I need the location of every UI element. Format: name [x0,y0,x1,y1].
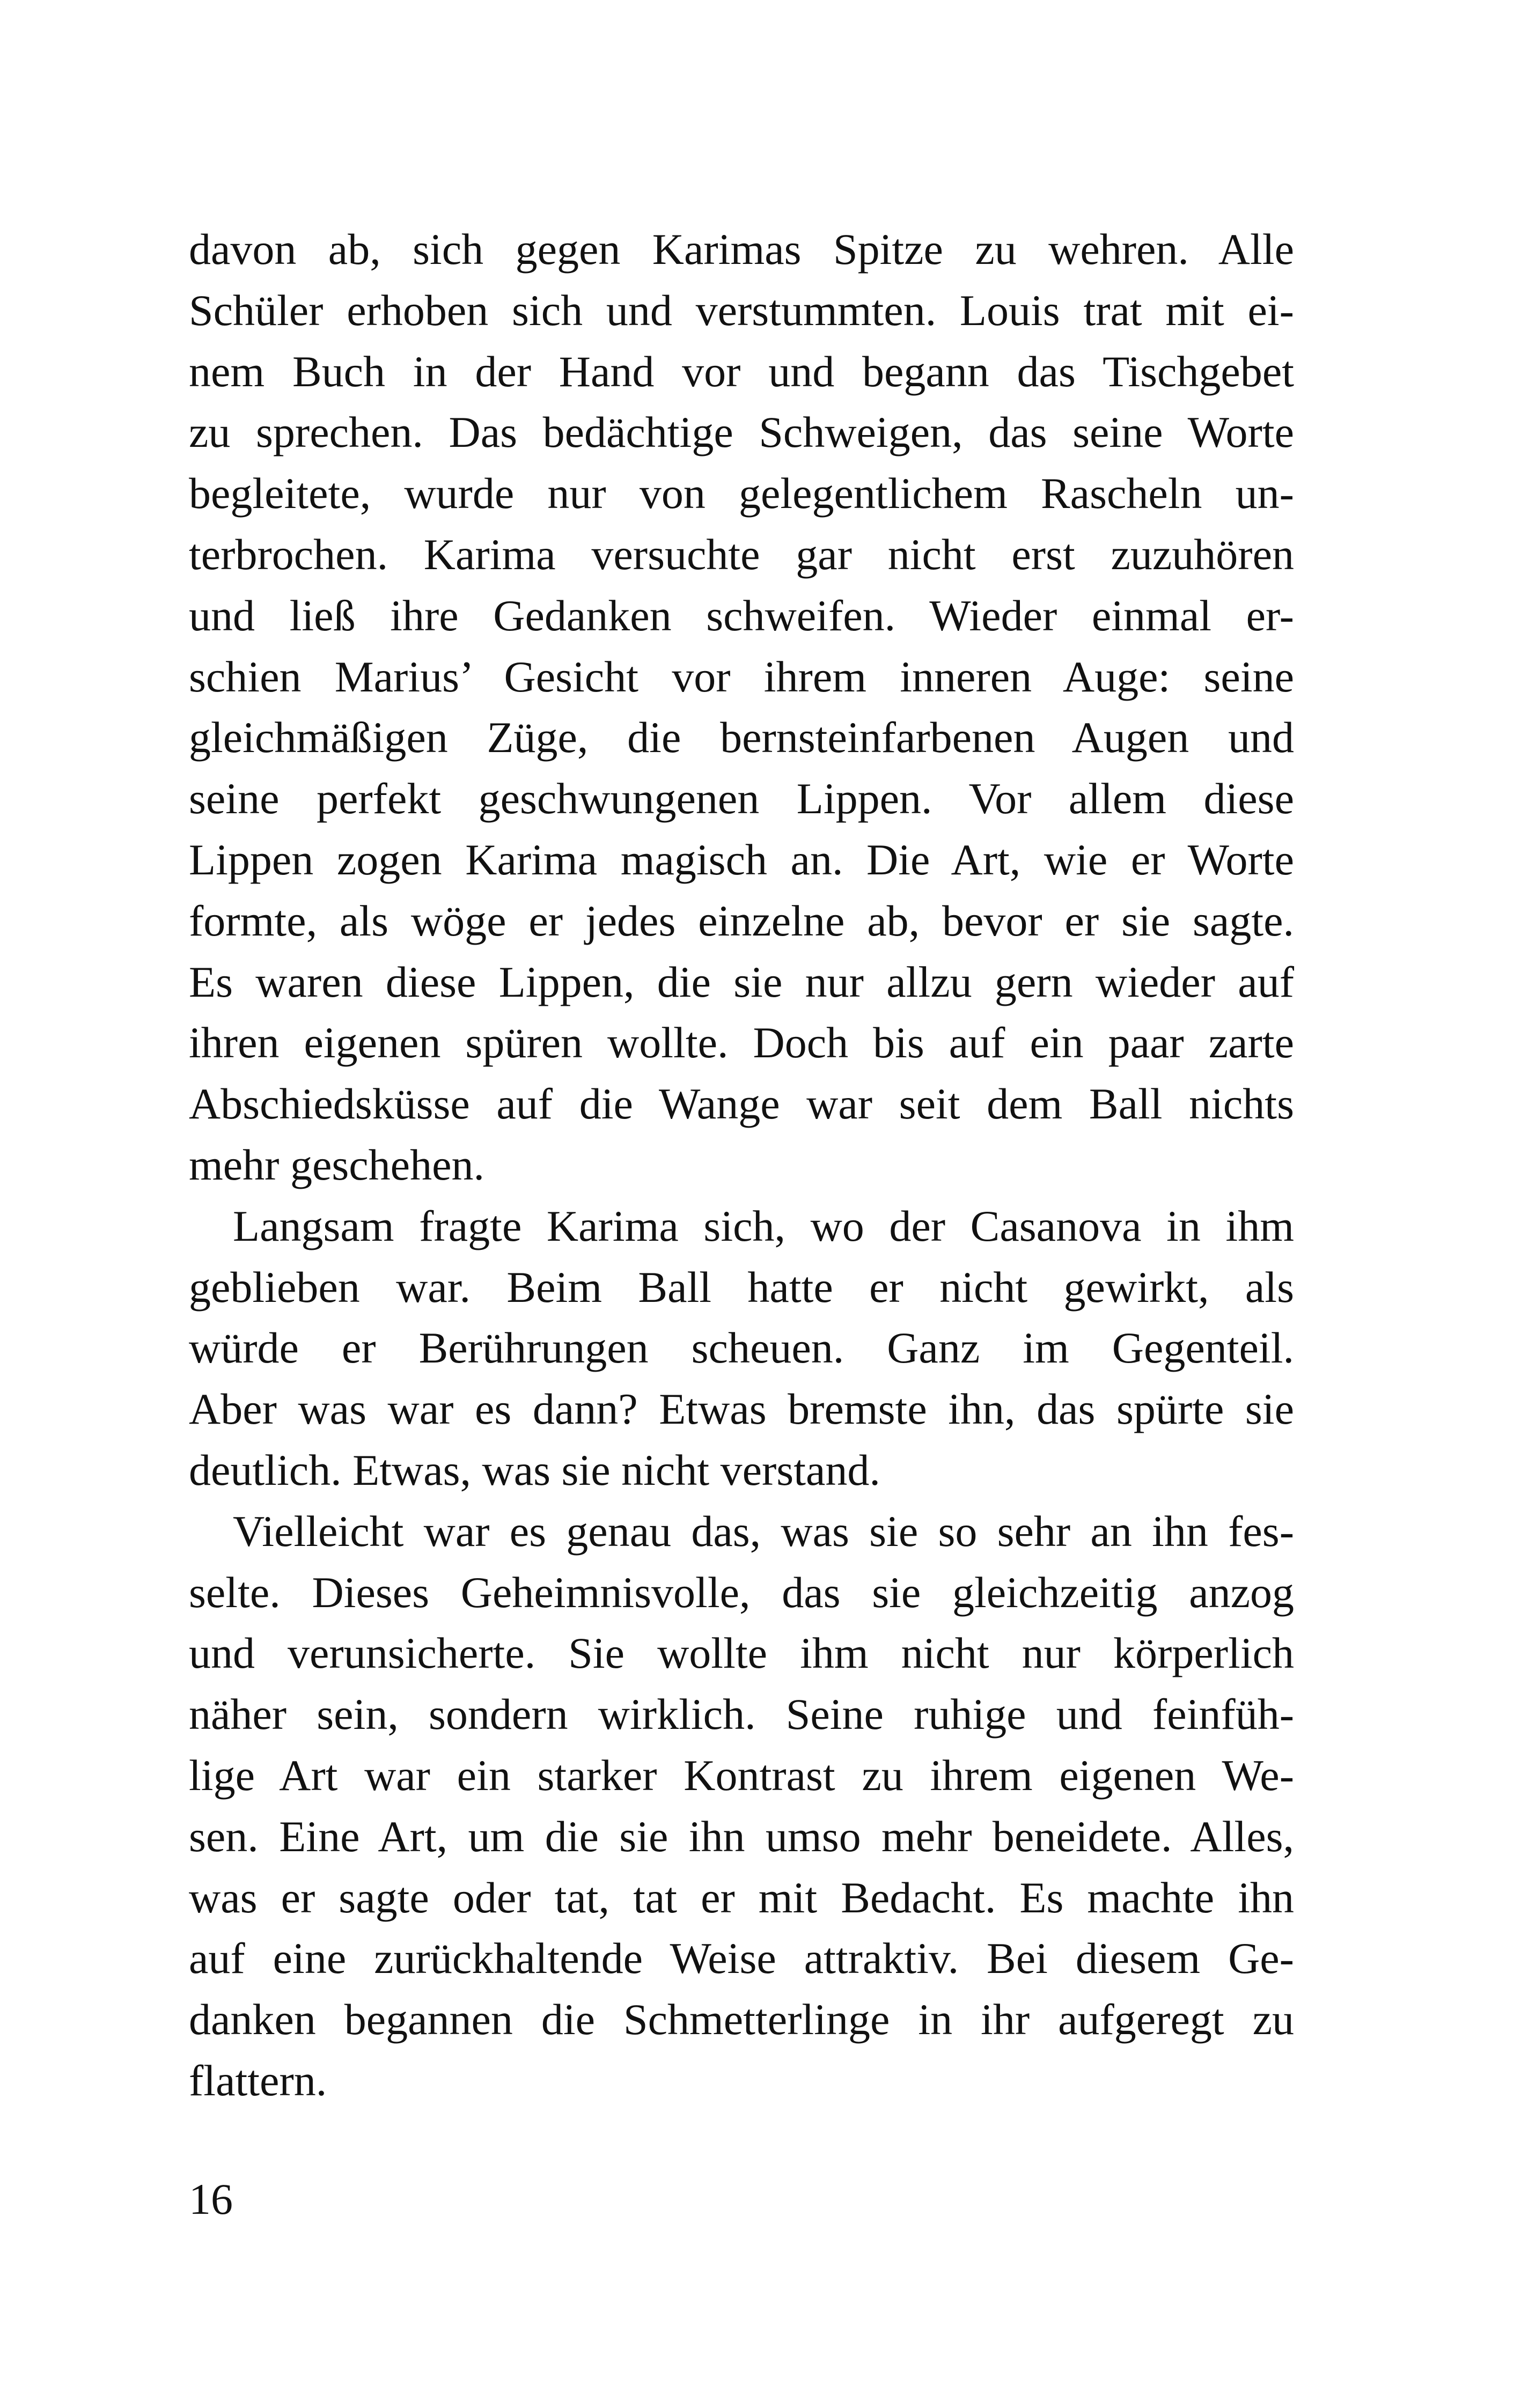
text-line: flattern. [189,2056,327,2105]
text-line: Schüler erhoben sich und verstummten. Louis trat mit ei- [189,285,1294,335]
text-line: und ließ ihre Gedanken schweifen. Wieder einmal er- [189,591,1294,640]
text-line: davon ab, sich gegen Karimas Spitze zu wehren. Alle [189,225,1294,274]
text-line: seine perfekt geschwungenen Lippen. Vor allem diese [189,774,1294,823]
text-line: formte, als wöge er jedes einzelne ab, bevor er sie sagte. [189,896,1294,945]
text-line: auf eine zurückhaltende Weise attraktiv. Bei diesem Ge- [189,1934,1294,1983]
text-line: und verunsicherte. Sie wollte ihm nicht nur körperlich [189,1629,1294,1678]
text-line: sen. Eine Art, um die sie ihn umso mehr beneidete. Alles, [189,1811,1294,1861]
text-line: mehr geschehen. [189,1140,484,1189]
text-line: geblieben war. Beim Ball hatte er nicht gewirkt, als [189,1262,1294,1312]
paragraph-1 [189,219,1294,1196]
text-line: näher sein, sondern wirklich. Seine ruhige und feinfüh- [189,1690,1294,1739]
text-line: schien Marius’ Gesicht vor ihrem inneren Auge: seine [189,652,1294,701]
text-line: lige Art war ein starker Kontrast zu ihrem eigenen We- [189,1750,1294,1800]
text-line: selte. Dieses Geheimnisvolle, das sie gleichzeitig anzog [189,1567,1294,1617]
text-line: gleichmäßigen Züge, die bernsteinfarbenen Augen und [189,713,1294,762]
text-line: Vielleicht war es genau das, was sie so sehr an ihn fes- [233,1506,1294,1556]
text-line: Es waren diese Lippen, die sie nur allzu gern wieder auf [189,957,1294,1006]
text-line: deutlich. Etwas, was sie nicht verstand. [189,1445,880,1494]
text-line: Langsam fragte Karima sich, wo der Casanova in ihm [233,1201,1294,1250]
text-line: was er sagte oder tat, tat er mit Bedacht. Es machte ihn [189,1873,1294,1922]
text-line: nem Buch in der Hand vor und begann das Tischgebet [189,347,1294,396]
paragraph-3 [189,1501,1294,2111]
body-text [189,219,1294,2111]
text-line: danken begannen die Schmetterlinge in ihr aufgeregt zu [189,1995,1294,2044]
paragraph-2 [189,1196,1294,1501]
page-number: 16 [189,2175,233,2223]
text-line: Aber was war es dann? Etwas bremste ihn, das spürte sie [189,1385,1294,1434]
text-line: Lippen zogen Karima magisch an. Die Art, wie er Worte [189,835,1294,884]
text-line: Abschiedsküsse auf die Wange war seit dem Ball nichts [189,1079,1294,1129]
text-line: begleitete, wurde nur von gelegentlichem Rascheln un- [189,469,1294,518]
text-line: zu sprechen. Das bedächtige Schweigen, das seine Worte [189,408,1294,457]
text-line: ihren eigenen spüren wollte. Doch bis auf ein paar zarte [189,1018,1294,1067]
text-line: würde er Berührungen scheuen. Ganz im Gegenteil. [189,1323,1294,1373]
text-line: terbrochen. Karima versuchte gar nicht erst zuzuhören [189,529,1294,579]
